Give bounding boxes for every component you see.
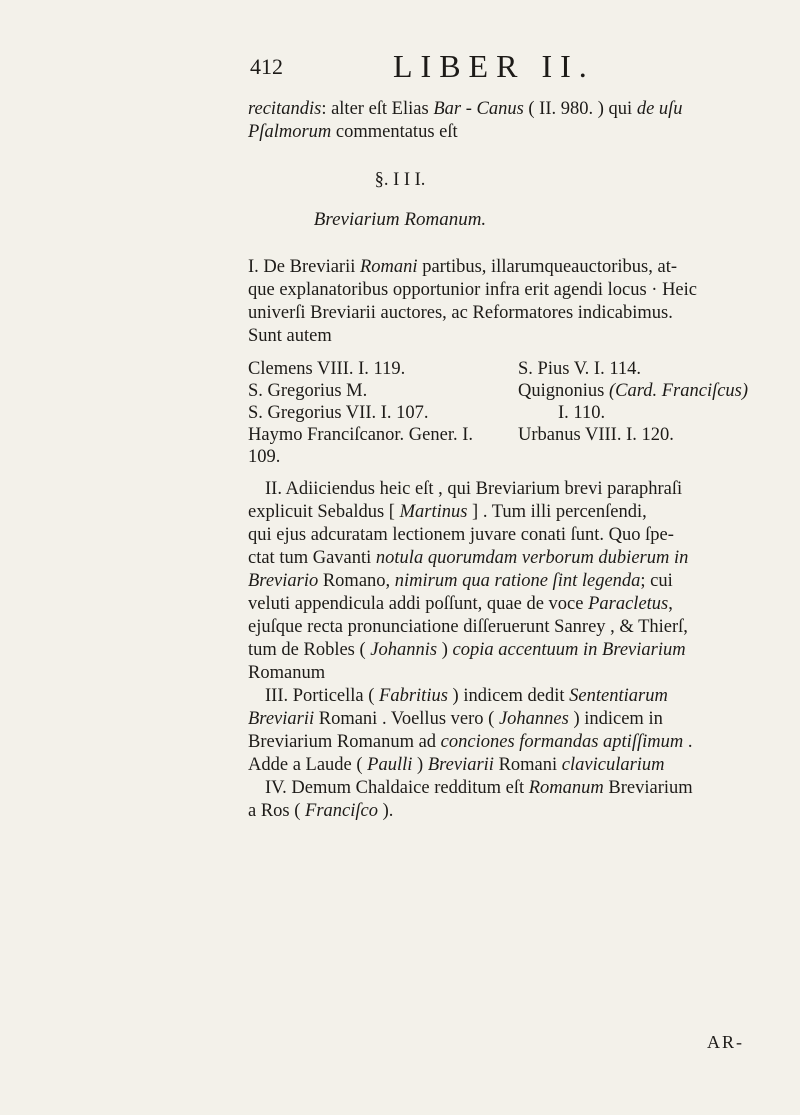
para-text: I. De Breviarii [248, 257, 356, 277]
para-italic: Franciſco [305, 801, 378, 821]
list-item: Haymo Franciſcanor. Gener. I. [248, 425, 474, 445]
catchword: AR- [707, 1032, 744, 1052]
para2-line-3: qui ejus adcuratam lectionem juvare conati ſunt. Quo ſpe- [248, 525, 674, 545]
para-italic: Sententiarum [569, 686, 668, 706]
para-italic: Paulli [367, 755, 413, 775]
para-text: Romani . Voellus vero ( [318, 709, 495, 729]
para-italic: Breviario [248, 571, 319, 591]
list-item: S. Pius V. I. 114. [518, 359, 642, 379]
intro-line-2 [248, 121, 458, 143]
para2-line-5 [248, 570, 673, 592]
para-italic: Fabritius [379, 686, 448, 706]
para-text: a Ros ( [248, 801, 301, 821]
para-text: ) [441, 640, 448, 660]
para-italic: Johannes [498, 709, 569, 729]
running-head: LIBER II. [393, 48, 595, 84]
para-text: . [687, 732, 693, 752]
para-text: ). [382, 801, 394, 821]
para4-line-1 [265, 777, 693, 799]
para3-line-1 [265, 685, 668, 707]
para2-line-7: ejuſque recta pronunciatione diſſeruerunt Sanrey , & Thierſ, [248, 617, 688, 637]
para-italic: nimirum qua ratione ſint legenda [394, 571, 641, 591]
intro-name: Bar - Canus [433, 99, 524, 119]
para3-line-3 [248, 731, 692, 753]
page-header [250, 48, 770, 88]
para2-line-9: Romanum [248, 663, 326, 683]
para1-line-2: que explanatoribus opportunior infra erit agendi locus · Heic [248, 280, 697, 300]
intro-text: commentatus eſt [335, 122, 458, 142]
para-text: ) indicem in [573, 709, 663, 729]
para-text: ) indicem dedit [452, 686, 565, 706]
para-text: IV. Demum Chaldaice redditum eſt [265, 778, 525, 798]
para-text: Romano, [322, 571, 391, 591]
para-text: Breviarium Romanum ad [248, 732, 437, 752]
para-text: III. Porticella ( [265, 686, 375, 706]
intro-term: de uſu [636, 99, 683, 119]
section-number: §. I I I. [374, 170, 426, 190]
intro-ref: ( II. 980. ) qui [528, 99, 633, 119]
intro-text: : alter eſt Elias [321, 99, 429, 119]
intro-term: recitandis [248, 99, 322, 119]
para-italic: Romani [360, 257, 418, 277]
list-item: S. Gregorius M. [248, 381, 368, 401]
para-text: tum de Robles ( [248, 640, 366, 660]
list-item: I. 110. [558, 403, 606, 423]
para3-line-4 [248, 754, 665, 776]
para-italic: Breviarii [248, 709, 315, 729]
para2-line-4 [248, 547, 688, 569]
para-italic: Martinus [399, 502, 468, 522]
list-item: 109. [248, 447, 281, 467]
intro-line-1 [248, 98, 683, 120]
list-item-name: Quignonius [518, 381, 605, 401]
para-text: Adde a Laude ( [248, 755, 363, 775]
para-text: explicuit Sebaldus [ [248, 502, 395, 522]
list-item-italic: (Card. Franciſcus) [608, 381, 749, 401]
page-number: 412 [250, 54, 283, 79]
authors-list-left [248, 358, 473, 468]
para-text: veluti appendicula addi poſſunt, quae de voce [248, 594, 584, 614]
para-text: Breviarium [608, 778, 693, 798]
para1-line-4: Sunt autem [248, 326, 332, 346]
list-item: S. Gregorius VII. I. 107. [248, 403, 429, 423]
para-text: partibus, illarumqueauctoribus, at- [422, 257, 678, 277]
para2-line-8 [248, 639, 686, 661]
para-text: ; cui [640, 571, 673, 591]
para-italic: notula quorumdam verborum dubierum in [375, 548, 689, 568]
para2-line-2 [248, 501, 647, 523]
para-italic: Romanum [528, 778, 604, 798]
para1-line-3: univerſi Breviarii auctores, ac Reformatores indicabimus. [248, 303, 673, 323]
intro-term: Pſalmorum [248, 122, 332, 142]
para2-line-1: II. Adiiciendus heic eſt , qui Breviarium brevi paraphraſi [265, 479, 683, 499]
section-title: Breviarium Romanum. [313, 209, 487, 230]
para-italic: conciones formandas aptiſſimum [440, 732, 684, 752]
para-italic: Johannis [370, 640, 438, 660]
authors-list-right [518, 358, 748, 446]
list-item [518, 380, 748, 402]
para2-line-6 [248, 593, 673, 615]
para4-line-2 [248, 800, 393, 822]
para-italic: copia accentuum in Breviarium [452, 640, 686, 660]
para-italic: Breviarii [427, 755, 494, 775]
para-text: ] . Tum illi percenſendi, [472, 502, 647, 522]
para-text: , [668, 594, 673, 614]
para-text: Romani [498, 755, 558, 775]
list-item: Clemens VIII. I. 119. [248, 359, 406, 379]
para-italic: clavicularium [561, 755, 665, 775]
para-italic: Paracletus [588, 594, 669, 614]
para-text: ) [417, 755, 424, 775]
list-item: Urbanus VIII. I. 120. [518, 425, 674, 445]
para-text: ctat tum Gavanti [248, 548, 372, 568]
para1-line-1 [248, 256, 677, 278]
para3-line-2 [248, 708, 663, 730]
